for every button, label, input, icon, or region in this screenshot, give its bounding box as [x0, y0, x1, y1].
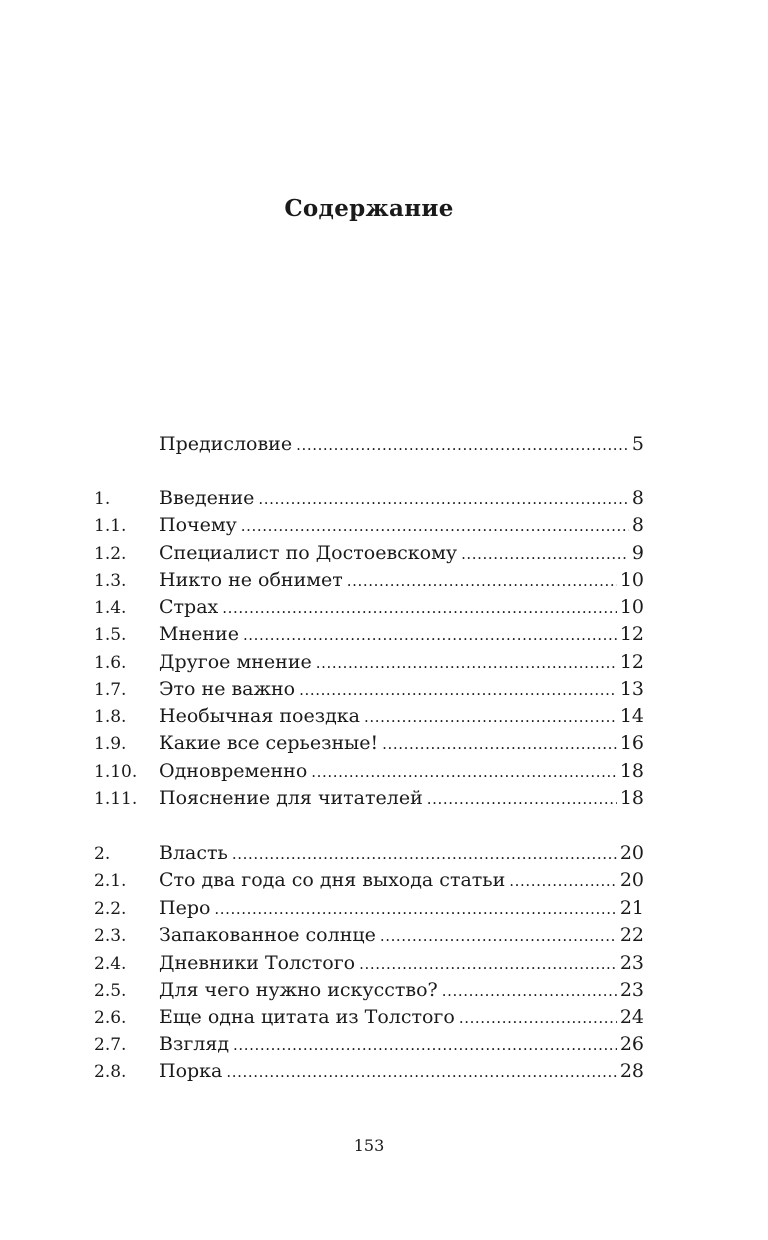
dot-leader	[299, 677, 617, 704]
toc-entry-page: 8	[631, 487, 644, 509]
toc-entry-number: 1.8.	[94, 707, 127, 727]
dot-leader	[258, 486, 628, 513]
toc-entry-page: 22	[619, 924, 644, 946]
toc-entry-number: 1.10.	[94, 762, 138, 782]
dot-leader	[243, 622, 617, 649]
dot-leader	[311, 759, 617, 786]
dot-leader	[359, 951, 617, 978]
toc-entry-title: Страх	[159, 596, 219, 618]
toc-entry[interactable]	[94, 676, 644, 703]
toc-entry-title: Пояснение для читателей	[159, 787, 423, 809]
toc-entry-title: Порка	[159, 1060, 223, 1082]
toc-entry[interactable]	[94, 758, 644, 785]
toc-entry-title: Какие все серьезные!	[159, 732, 379, 754]
toc-entry-number: 1.7.	[94, 680, 127, 700]
toc-entry-title: Введение	[159, 487, 255, 509]
toc-entry-number: 1.9.	[94, 734, 127, 754]
toc-entry-number: 2.3.	[94, 926, 127, 946]
toc-entry[interactable]	[94, 540, 644, 567]
toc-entry-title: Дневники Толстого	[159, 952, 356, 974]
toc-entry[interactable]	[94, 1058, 644, 1085]
toc-entry-page: 12	[619, 623, 644, 645]
toc-entry-number: 1.1.	[94, 516, 127, 536]
toc-entry-number: 2.5.	[94, 981, 127, 1001]
toc-entry[interactable]	[94, 922, 644, 949]
toc-entry-title: Власть	[159, 842, 228, 864]
toc-entry[interactable]	[94, 621, 644, 648]
toc-entry-title: Для чего нужно искусство?	[159, 979, 438, 1001]
dot-leader	[382, 731, 617, 758]
toc-entry[interactable]	[94, 1031, 644, 1058]
toc-entry-page: 24	[619, 1006, 644, 1028]
toc-entry-number: 2.2.	[94, 899, 127, 919]
toc-entry-page: 12	[619, 651, 644, 673]
toc-entry-page: 20	[619, 869, 644, 891]
toc-entry-title: Специалист по Достоевскому	[159, 542, 458, 564]
toc-entry-number: 1.4.	[94, 598, 127, 618]
dot-leader	[364, 704, 617, 731]
toc-entry-page: 18	[619, 787, 644, 809]
toc-entry[interactable]	[94, 950, 644, 977]
toc-entry-title: Взгляд	[159, 1033, 230, 1055]
toc-entry-number: 1.3.	[94, 571, 127, 591]
toc-entry-number: 2.4.	[94, 954, 127, 974]
toc-entry-page: 10	[619, 596, 644, 618]
toc-entry[interactable]	[94, 594, 644, 621]
dot-leader	[232, 841, 617, 868]
toc-entry-page: 21	[619, 897, 644, 919]
toc-entry-number: 2.1.	[94, 871, 127, 891]
dot-leader	[461, 541, 629, 568]
toc-entry-page: 9	[631, 542, 644, 564]
toc-entry-number: 1.5.	[94, 625, 127, 645]
dot-leader	[442, 978, 617, 1005]
toc-entry-title: Другое мнение	[159, 651, 312, 673]
dot-leader	[296, 432, 629, 459]
dot-leader	[214, 896, 616, 923]
toc-entry-page: 13	[619, 678, 644, 700]
toc-entry-number: 2.7.	[94, 1035, 127, 1055]
toc-entry-preface[interactable]	[94, 431, 644, 458]
toc-entry-page: 10	[619, 569, 644, 591]
toc-entry-title: Предисловие	[159, 433, 293, 455]
toc-entry[interactable]	[94, 785, 644, 812]
toc-entry-page: 16	[619, 732, 644, 754]
toc-entry-title: Мнение	[159, 623, 239, 645]
toc-entry-page: 18	[619, 760, 644, 782]
toc-entry[interactable]	[94, 895, 644, 922]
dot-leader	[233, 1032, 617, 1059]
dot-leader	[222, 595, 617, 622]
toc-entry-chapter-1[interactable]	[94, 485, 644, 512]
toc-entry-chapter-2[interactable]	[94, 840, 644, 867]
toc-entry[interactable]	[94, 977, 644, 1004]
toc-entry-page: 5	[631, 433, 644, 455]
toc-entry-page: 23	[619, 952, 644, 974]
dot-leader	[316, 650, 617, 677]
toc-entry[interactable]	[94, 703, 644, 730]
toc-entry-title: Необычная поездка	[159, 705, 361, 727]
toc-entry-title: Одновременно	[159, 760, 308, 782]
toc-entry-page: 28	[619, 1060, 644, 1082]
page-number: 153	[353, 1136, 385, 1155]
toc-entry-title: Сто два года со дня выхода статьи	[159, 869, 506, 891]
toc-entry[interactable]	[94, 1004, 644, 1031]
dot-leader	[427, 786, 617, 813]
toc-entry-title: Перо	[159, 897, 211, 919]
toc-entry-number: 2.	[94, 844, 111, 864]
toc-entry-page: 14	[619, 705, 644, 727]
toc-entry-number: 1.	[94, 489, 111, 509]
toc-entry[interactable]	[94, 730, 644, 757]
toc-entry-title: Это не важно	[159, 678, 296, 700]
toc-entry[interactable]	[94, 567, 644, 594]
toc-entry[interactable]	[94, 867, 644, 894]
dot-leader	[380, 923, 617, 950]
toc-entry-title: Запакованное солнце	[159, 924, 376, 946]
toc-entry-page: 8	[631, 514, 644, 536]
toc-entry-title: Никто не обнимет	[159, 569, 343, 591]
dot-leader	[241, 513, 629, 540]
toc-entry[interactable]	[94, 649, 644, 676]
dot-leader	[509, 868, 617, 895]
dot-leader	[347, 568, 617, 595]
toc-entry-page: 23	[619, 979, 644, 1001]
toc-entry-title: Еще одна цитата из Толстого	[159, 1006, 455, 1028]
toc-entry-title: Почему	[159, 514, 237, 536]
toc-entry-number: 1.2.	[94, 544, 127, 564]
toc-entry-number: 1.11.	[94, 789, 138, 809]
toc-entry-page: 20	[619, 842, 644, 864]
dot-leader	[459, 1005, 617, 1032]
toc-entry[interactable]	[94, 512, 644, 539]
page-title: Содержание	[284, 195, 454, 223]
toc-entry-number: 2.8.	[94, 1062, 127, 1082]
toc-entry-number: 2.6.	[94, 1008, 127, 1028]
toc-entry-number: 1.6.	[94, 653, 127, 673]
dot-leader	[226, 1059, 616, 1086]
toc-entry-page: 26	[619, 1033, 644, 1055]
